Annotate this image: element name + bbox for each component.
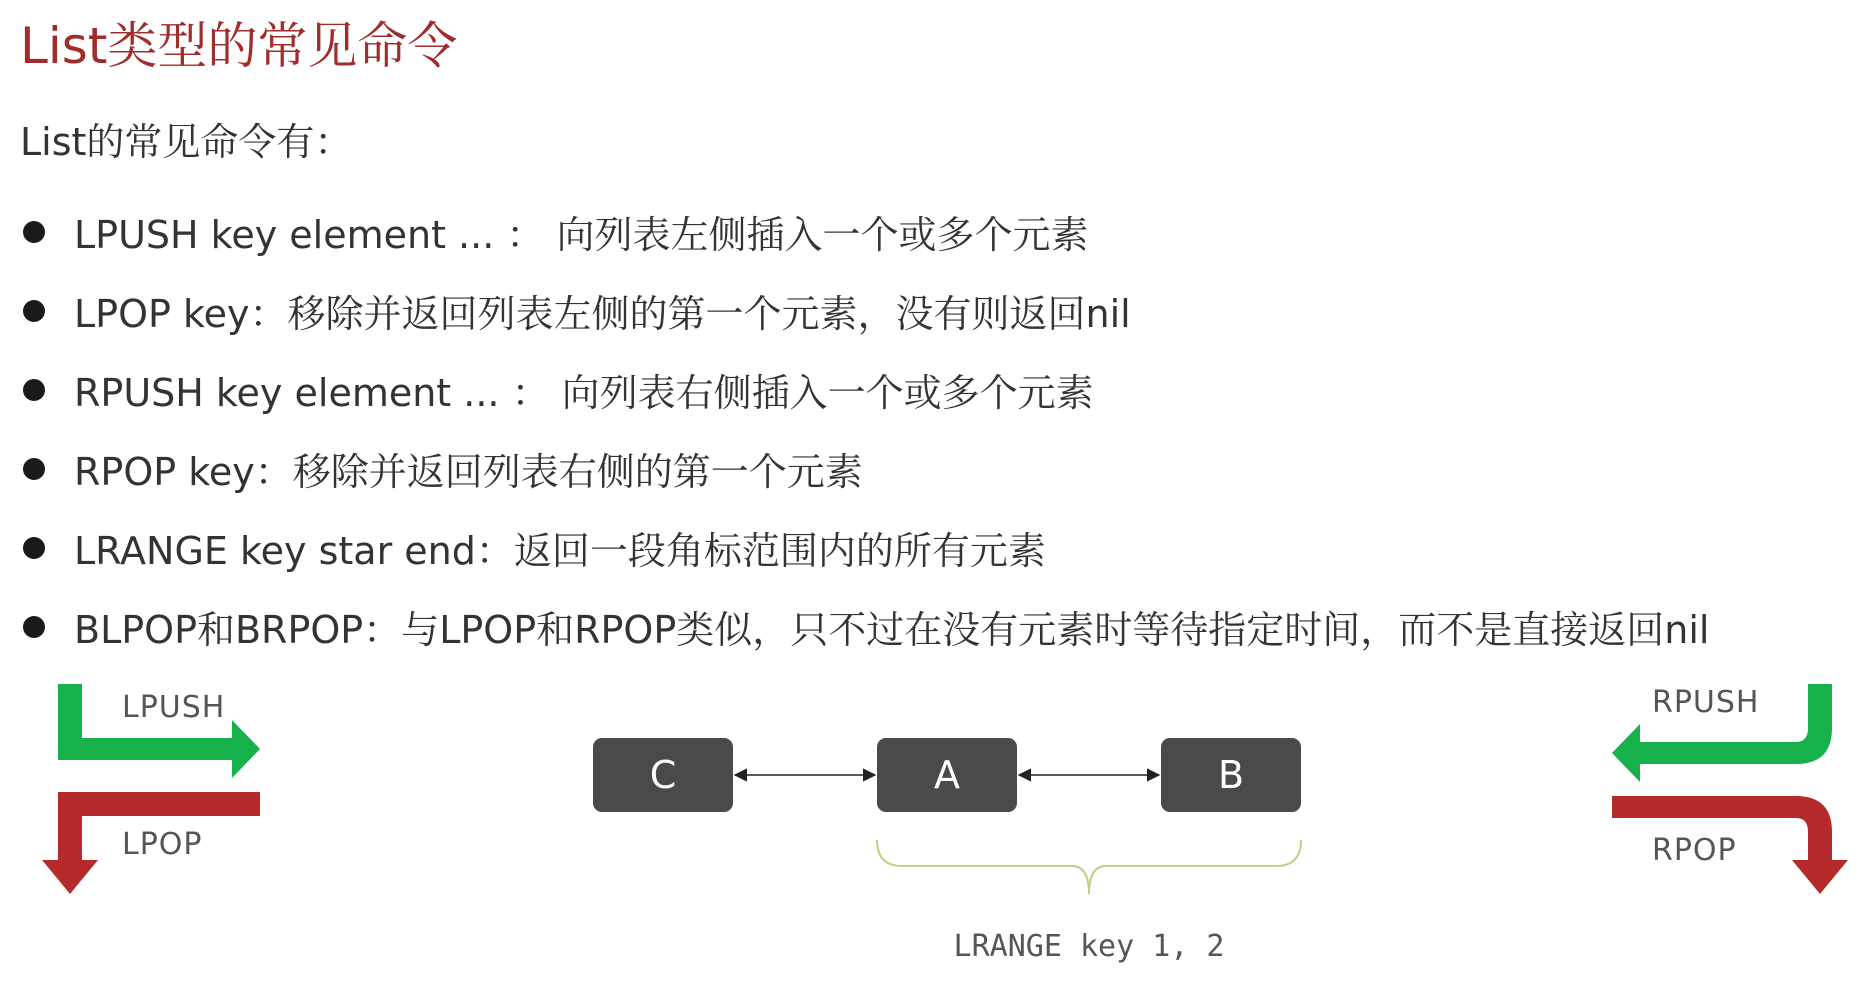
command-list: [20, 192, 1709, 666]
rpush-label: RPUSH: [1652, 685, 1760, 720]
bullet-icon: [23, 616, 45, 638]
list-node-c: [593, 738, 733, 812]
list-node-a: [877, 738, 1017, 812]
list-item-lpush: [20, 192, 1709, 271]
page-title: List类型的常见命令: [20, 17, 458, 75]
lrange-label: LRANGE key 1, 2: [953, 929, 1225, 964]
rpop-label: RPOP: [1652, 833, 1737, 868]
list-item-lpop: [20, 271, 1709, 350]
command-text: RPOP key：移除并返回列表右侧的第一个元素: [74, 450, 863, 494]
bullet-icon: [23, 458, 45, 480]
list-item-rpop: [20, 429, 1709, 508]
lpop-label: LPOP: [122, 827, 203, 862]
bullet-icon: [23, 300, 45, 322]
list-node-b: [1161, 738, 1301, 812]
list-item-blpop-brpop: [20, 587, 1709, 666]
node-label-b: B: [1217, 753, 1245, 797]
node-label-a: A: [934, 753, 960, 797]
command-text: LPOP key：移除并返回列表左侧的第一个元素，没有则返回nil: [74, 292, 1131, 336]
command-text: BLPOP和BRPOP：与LPOP和RPOP类似，只不过在没有元素时等待指定时间，而不是直接返回nil: [74, 608, 1710, 652]
list-item-lrange: [20, 508, 1709, 587]
command-text: LRANGE key star end：返回一段角标范围内的所有元素: [74, 529, 1046, 573]
range-brace: [877, 840, 1301, 894]
list-item-rpush: [20, 350, 1709, 429]
command-text: LPUSH key element ... ： 向列表左侧插入一个或多个元素: [74, 213, 1089, 257]
command-text: RPUSH key element ... ： 向列表右侧插入一个或多个元素: [74, 371, 1094, 415]
list-diagram: [0, 660, 1876, 981]
bullet-icon: [23, 537, 45, 559]
lpush-label: LPUSH: [122, 690, 226, 725]
bullet-icon: [23, 221, 45, 243]
intro-text: List的常见命令有：: [20, 120, 353, 164]
node-label-c: C: [649, 753, 677, 797]
bullet-icon: [23, 379, 45, 401]
